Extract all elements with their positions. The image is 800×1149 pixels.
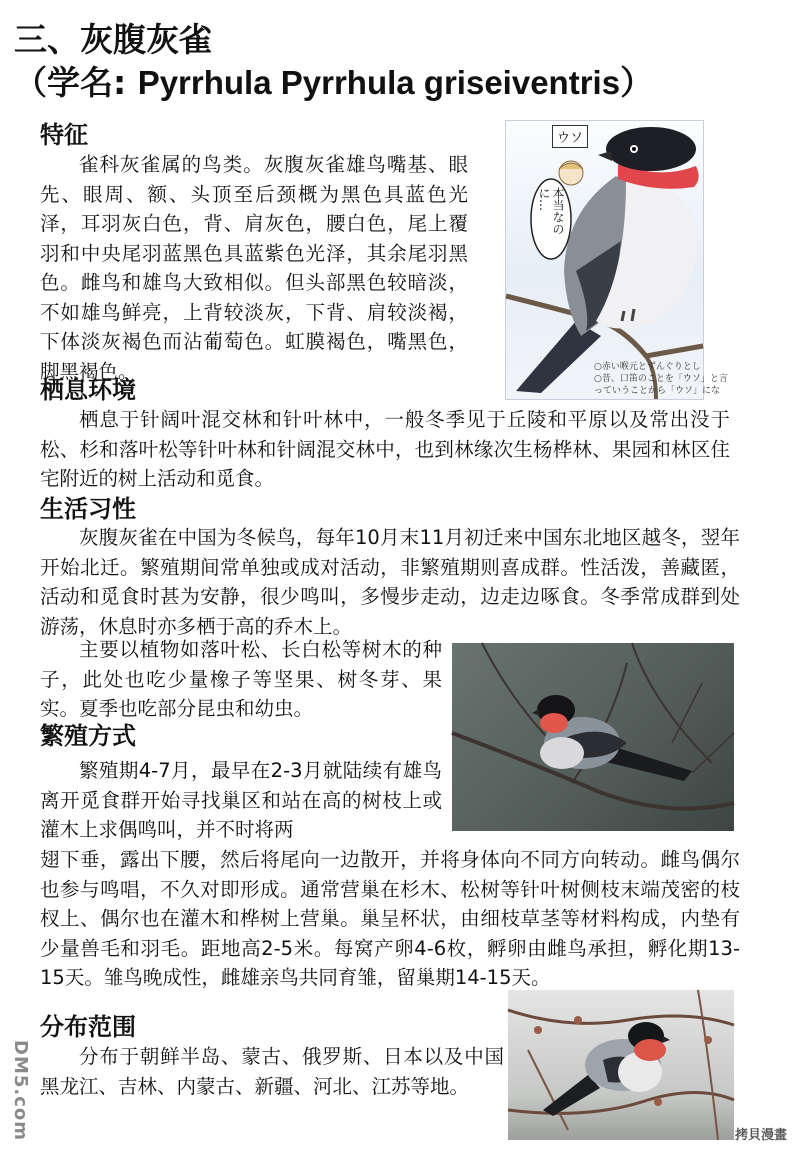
caption-line-1: ○赤い喉元とずんぐりとし (594, 362, 701, 372)
illustration-caption (594, 361, 728, 397)
breeding-text-bottom (40, 845, 740, 993)
distribution-paragraph: 分布于朝鲜半岛、蒙古、俄罗斯、日本以及中国黑龙江、吉林、内蒙古、新疆、河北、江苏等地。 (40, 1045, 504, 1098)
caption-line-2: ○昔、口笛のことを「ウソ」と言 (594, 374, 728, 384)
breeding-text-top (40, 756, 442, 845)
speech-bubble-text: 本当なのに… (537, 187, 565, 235)
breeding-paragraph-b: 翅下垂，露出下腰，然后将尾向一边散开，并将身体向不同方向转动。雌鸟偶尔也参与鸣唱，不久对即形成。通常营巢在杉木、松树等针叶树侧枝末端茂密的枝杈上、偶尔也在灌木和桦树上营巢。巢呈杯状，由细枝草茎等材料构成，内垫有少量兽毛和羽毛。距地高2-5米。每窝产卵4-6枚，孵卵由雌鸟承担，孵化期13-15天。雏鸟晚成性，雌雄亲鸟共同育雏，留巢期14-15天。 (40, 848, 740, 989)
title-open-paren: （学名: (14, 63, 138, 102)
habits-paragraph-2: 主要以植物如落叶松、长白松等树木的种子，此处也吃少量橡子等坚果、树冬芽、果实。夏季也吃部分昆虫和幼虫。 (40, 638, 442, 720)
section-heading-habits: 生活习性 (40, 495, 136, 523)
title-close-paren: ） (620, 63, 654, 102)
bullfinch-photo-drawing (452, 643, 734, 831)
title-line1: 三、灰腹灰雀 (14, 20, 212, 59)
distribution-text (40, 1042, 504, 1101)
caption-line-3: っていうことから「ウソ」にな (594, 386, 721, 396)
section-heading-habitat: 栖息环境 (40, 376, 136, 404)
bullfinch-drawing (506, 121, 703, 399)
watermark-right: 拷貝漫畫 (735, 1128, 788, 1143)
habits-diet-text (40, 635, 442, 724)
section-heading-distribution: 分布范围 (40, 1013, 136, 1041)
page-title (14, 20, 212, 60)
bullfinch-illustration (505, 120, 728, 400)
bullfinch-photo-perched (508, 990, 734, 1140)
section-heading-features: 特征 (40, 121, 88, 149)
habits-paragraph-1: 灰腹灰雀在中国为冬候鸟，每年10月末11月初迁来中国东北地区越冬，翌年开始北迁。繁殖期间常单独或成对活动，非繁殖期则喜成群。性活泼，善藏匿，活动和觅食时甚为安静，很少鸣叫，多慢步走动，边走边啄食。冬季常成群到处游荡，休息时亦多栖于高的乔木上。 (40, 526, 740, 638)
section-heading-breeding: 繁殖方式 (40, 722, 136, 750)
watermark-left: DM5.com (10, 1040, 31, 1142)
page-subtitle (14, 63, 653, 103)
habitat-text (40, 405, 730, 494)
bird-name-sign: ウソ (552, 125, 588, 148)
bullfinch-perched-drawing (508, 990, 734, 1140)
habits-text (40, 523, 740, 641)
features-text (40, 150, 468, 386)
breeding-paragraph-a: 繁殖期4-7月，最早在2-3月就陆续有雄鸟离开觅食群开始寻找巢区和站在高的树枝上或灌木上求偶鸣叫，并不时将两 (40, 759, 442, 841)
scientific-name: Pyrrhula Pyrrhula griseiventris (137, 64, 621, 101)
bullfinch-photo-branch (452, 643, 734, 831)
habitat-paragraph: 栖息于针阔叶混交林和针叶林中，一般冬季见于丘陵和平原以及常出没于松、杉和落叶松等针叶林和针阔混交林中，也到林缘次生杨桦林、果园和林区住宅附近的树上活动和觅食。 (40, 408, 730, 490)
features-paragraph: 雀科灰雀属的鸟类。灰腹灰雀雄鸟嘴基、眼先、眼周、额、头顶至后颈概为黑色具蓝色光泽，耳羽灰白色，背、肩灰色，腰白色，尾上覆羽和中央尾羽蓝黑色具蓝紫色光泽，其余尾羽黑色。雌鸟和雄鸟大致相似。但头部黑色较暗淡，不如雄鸟鲜亮，上背较淡灰，下背、肩较淡褐，下体淡灰褐色而沾葡萄色。虹膜褐色，嘴黑色，脚黑褐色。 (40, 153, 468, 383)
